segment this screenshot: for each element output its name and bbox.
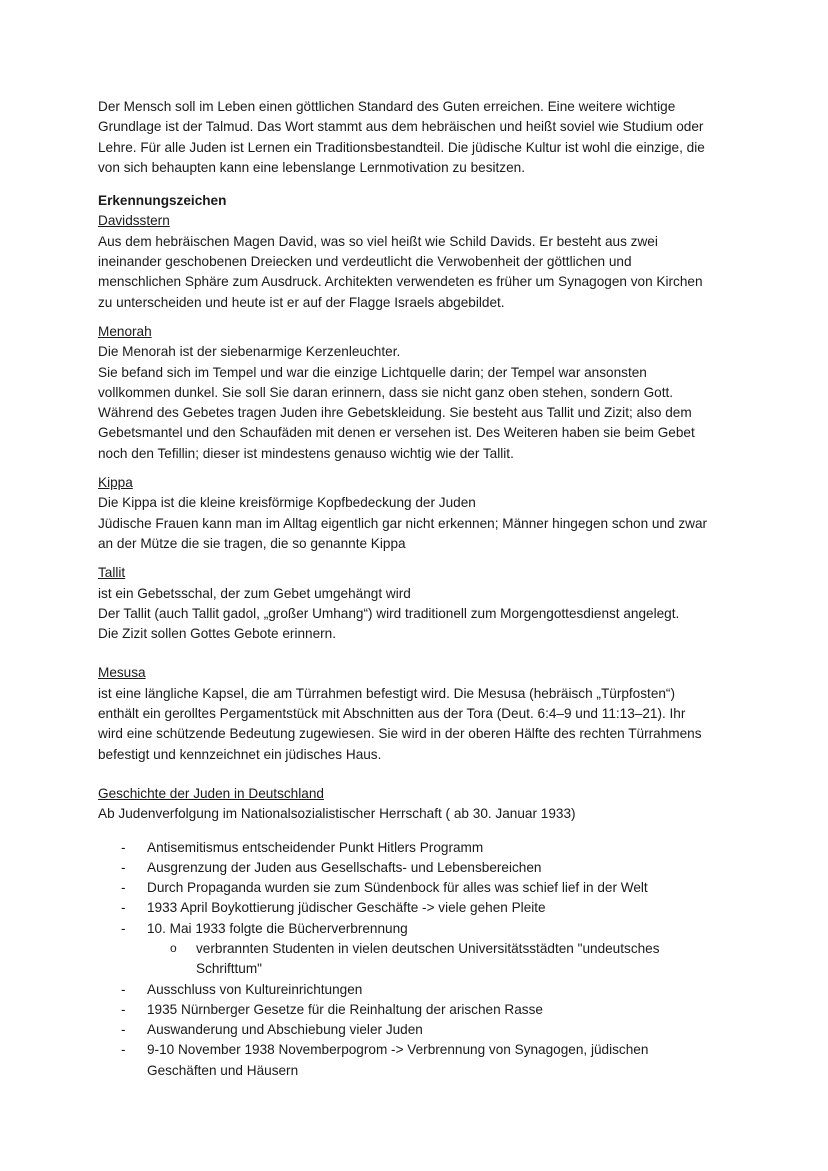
text-line: ineinander geschobenen Dreiecken und verdeutlicht die Verwobenheit der göttlichen und — [98, 254, 632, 270]
text-line: Während des Gebetes tragen Juden ihre Gebetskleidung. Sie besteht aus Tallit und Zizit; also dem — [98, 405, 692, 421]
document-page — [98, 97, 738, 1081]
text-line: Ab Judenverfolgung im Nationalsozialistischer Herrschaft ( ab 30. Januar 1933) — [98, 806, 576, 822]
text-line: ist ein Gebetsschal, der zum Gebet umgehängt wird — [98, 585, 411, 601]
geschichte-section — [98, 784, 738, 1081]
mesusa-section — [98, 663, 738, 764]
text-line: Jüdische Frauen kann man im Alltag eigentlich gar nicht erkennen; Männer hingegen schon und zwar — [98, 515, 708, 531]
text-line: ist eine längliche Kapsel, die am Türrahmen befestigt wird. Die Mesusa (hebräisch „Türpfosten“) — [98, 685, 675, 701]
text-line: vollkommen dunkel. Sie soll Sie daran erinnern, dass sie nicht ganz oben stehen, sondern Gott. — [98, 384, 674, 400]
sub-list — [147, 939, 738, 980]
text-line: Die Kippa ist die kleine kreisförmige Kopfbedeckung der Juden — [98, 495, 476, 511]
text-line: Aus dem hebräischen Magen David, was so viel heißt wie Schild Davids. Er besteht aus zwei — [98, 233, 658, 249]
list-item — [98, 919, 738, 980]
subsection-title: Mesusa — [98, 665, 146, 681]
list-item — [98, 1040, 738, 1081]
subsection-title: Tallit — [98, 565, 126, 581]
subsection-title: Menorah — [98, 323, 152, 339]
sub-list-item — [147, 939, 738, 980]
text-line: Lehre. Für alle Juden ist Lernen ein Traditionsbestandteil. Die jüdische Kultur ist wohl die einzige, die — [98, 139, 705, 155]
davidsstern-section — [98, 211, 738, 312]
list-item: - Durch Propaganda wurden sie zum Sündenbock für alles was schief lief in der Welt — [98, 878, 738, 898]
menorah-section — [98, 322, 738, 464]
text-line: an der Mütze die sie tragen, die so genannte Kippa — [98, 535, 406, 551]
list-item: - 1935 Nürnberger Gesetze für die Reinhaltung der arischen Rasse — [98, 1000, 738, 1020]
history-list — [98, 838, 738, 1082]
list-item: - Ausgrenzung der Juden aus Gesellschafts- und Lebensbereichen — [98, 858, 738, 878]
text-line: wird eine schützende Bedeutung zugewiesen. Sie wird in der oberen Hälfte des rechten Türrahmens — [98, 726, 702, 742]
text-line: zu unterscheiden und heute ist er auf der Flagge Israels abgebildet. — [98, 294, 505, 310]
text-line: Der Mensch soll im Leben einen göttlichen Standard des Guten erreichen. Eine weitere wichtige — [98, 99, 676, 114]
list-item: - 1933 April Boykottierung jüdischer Geschäfte -> viele gehen Pleite — [98, 898, 738, 918]
text-line: von sich behaupten kann eine lebenslange Lernmotivation zu besitzen. — [98, 159, 525, 175]
text-line: menschlichen Sphäre zum Ausdruck. Architekten verwendeten es früher um Synagogen von Kirchen — [98, 274, 703, 290]
text-line: Die Menorah ist der siebenarmige Kerzenleuchter. — [98, 344, 401, 360]
text-line: Schrifttum" — [196, 961, 263, 977]
tallit-section — [98, 563, 738, 644]
text-line: Grundlage ist der Talmud. Das Wort stammt aus dem hebräischen und heißt soviel wie Studium oder — [98, 119, 704, 135]
text-line: 9-10 November 1938 Novemberpogrom -> Verbrennung von Synagogen, jüdischen — [147, 1042, 649, 1058]
section-heading: Erkennungszeichen — [98, 193, 227, 209]
kippa-section — [98, 473, 738, 554]
text-line: Geschäften und Häusern — [147, 1062, 299, 1078]
list-item: - Ausschluss von Kultureinrichtungen — [98, 980, 738, 1000]
text-line: verbrannten Studenten in vielen deutschen Universitätsstädten "undeutsches — [196, 940, 660, 956]
text-line: Die Zizit sollen Gottes Gebote erinnern. — [98, 626, 337, 642]
text-line: enthält ein gerolltes Pergamentstück mit Abschnitten aus der Tora (Deut. 6:4–9 und 11:13–21). Ihr — [98, 706, 686, 722]
list-item: - Auswanderung und Abschiebung vieler Juden — [98, 1020, 738, 1040]
subsection-title: Kippa — [98, 475, 133, 491]
subsection-title: Davidsstern — [98, 213, 170, 229]
text-line: noch den Tefillin; dieser ist mindestens genauso wichtig wie der Tallit. — [98, 445, 514, 461]
subsection-title: Geschichte der Juden in Deutschland — [98, 785, 324, 801]
intro-paragraph — [98, 97, 738, 178]
list-item: - Antisemitismus entscheidender Punkt Hitlers Programm — [98, 838, 738, 858]
list-item-text: 10. Mai 1933 folgte die Bücherverbrennung — [147, 920, 408, 936]
text-line: befestigt und kennzeichnet ein jüdisches Haus. — [98, 746, 382, 762]
text-line: Der Tallit (auch Tallit gadol, „großer Umhang“) wird traditionell zum Morgengottesdienst angelegt. — [98, 605, 680, 621]
text-line: Sie befand sich im Tempel und war die einzige Lichtquelle darin; der Tempel war ansonsten — [98, 364, 647, 380]
text-line: Gebetsmantel und den Schaufäden mit denen er versehen ist. Des Weiteren haben sie beim Gebet — [98, 425, 695, 441]
